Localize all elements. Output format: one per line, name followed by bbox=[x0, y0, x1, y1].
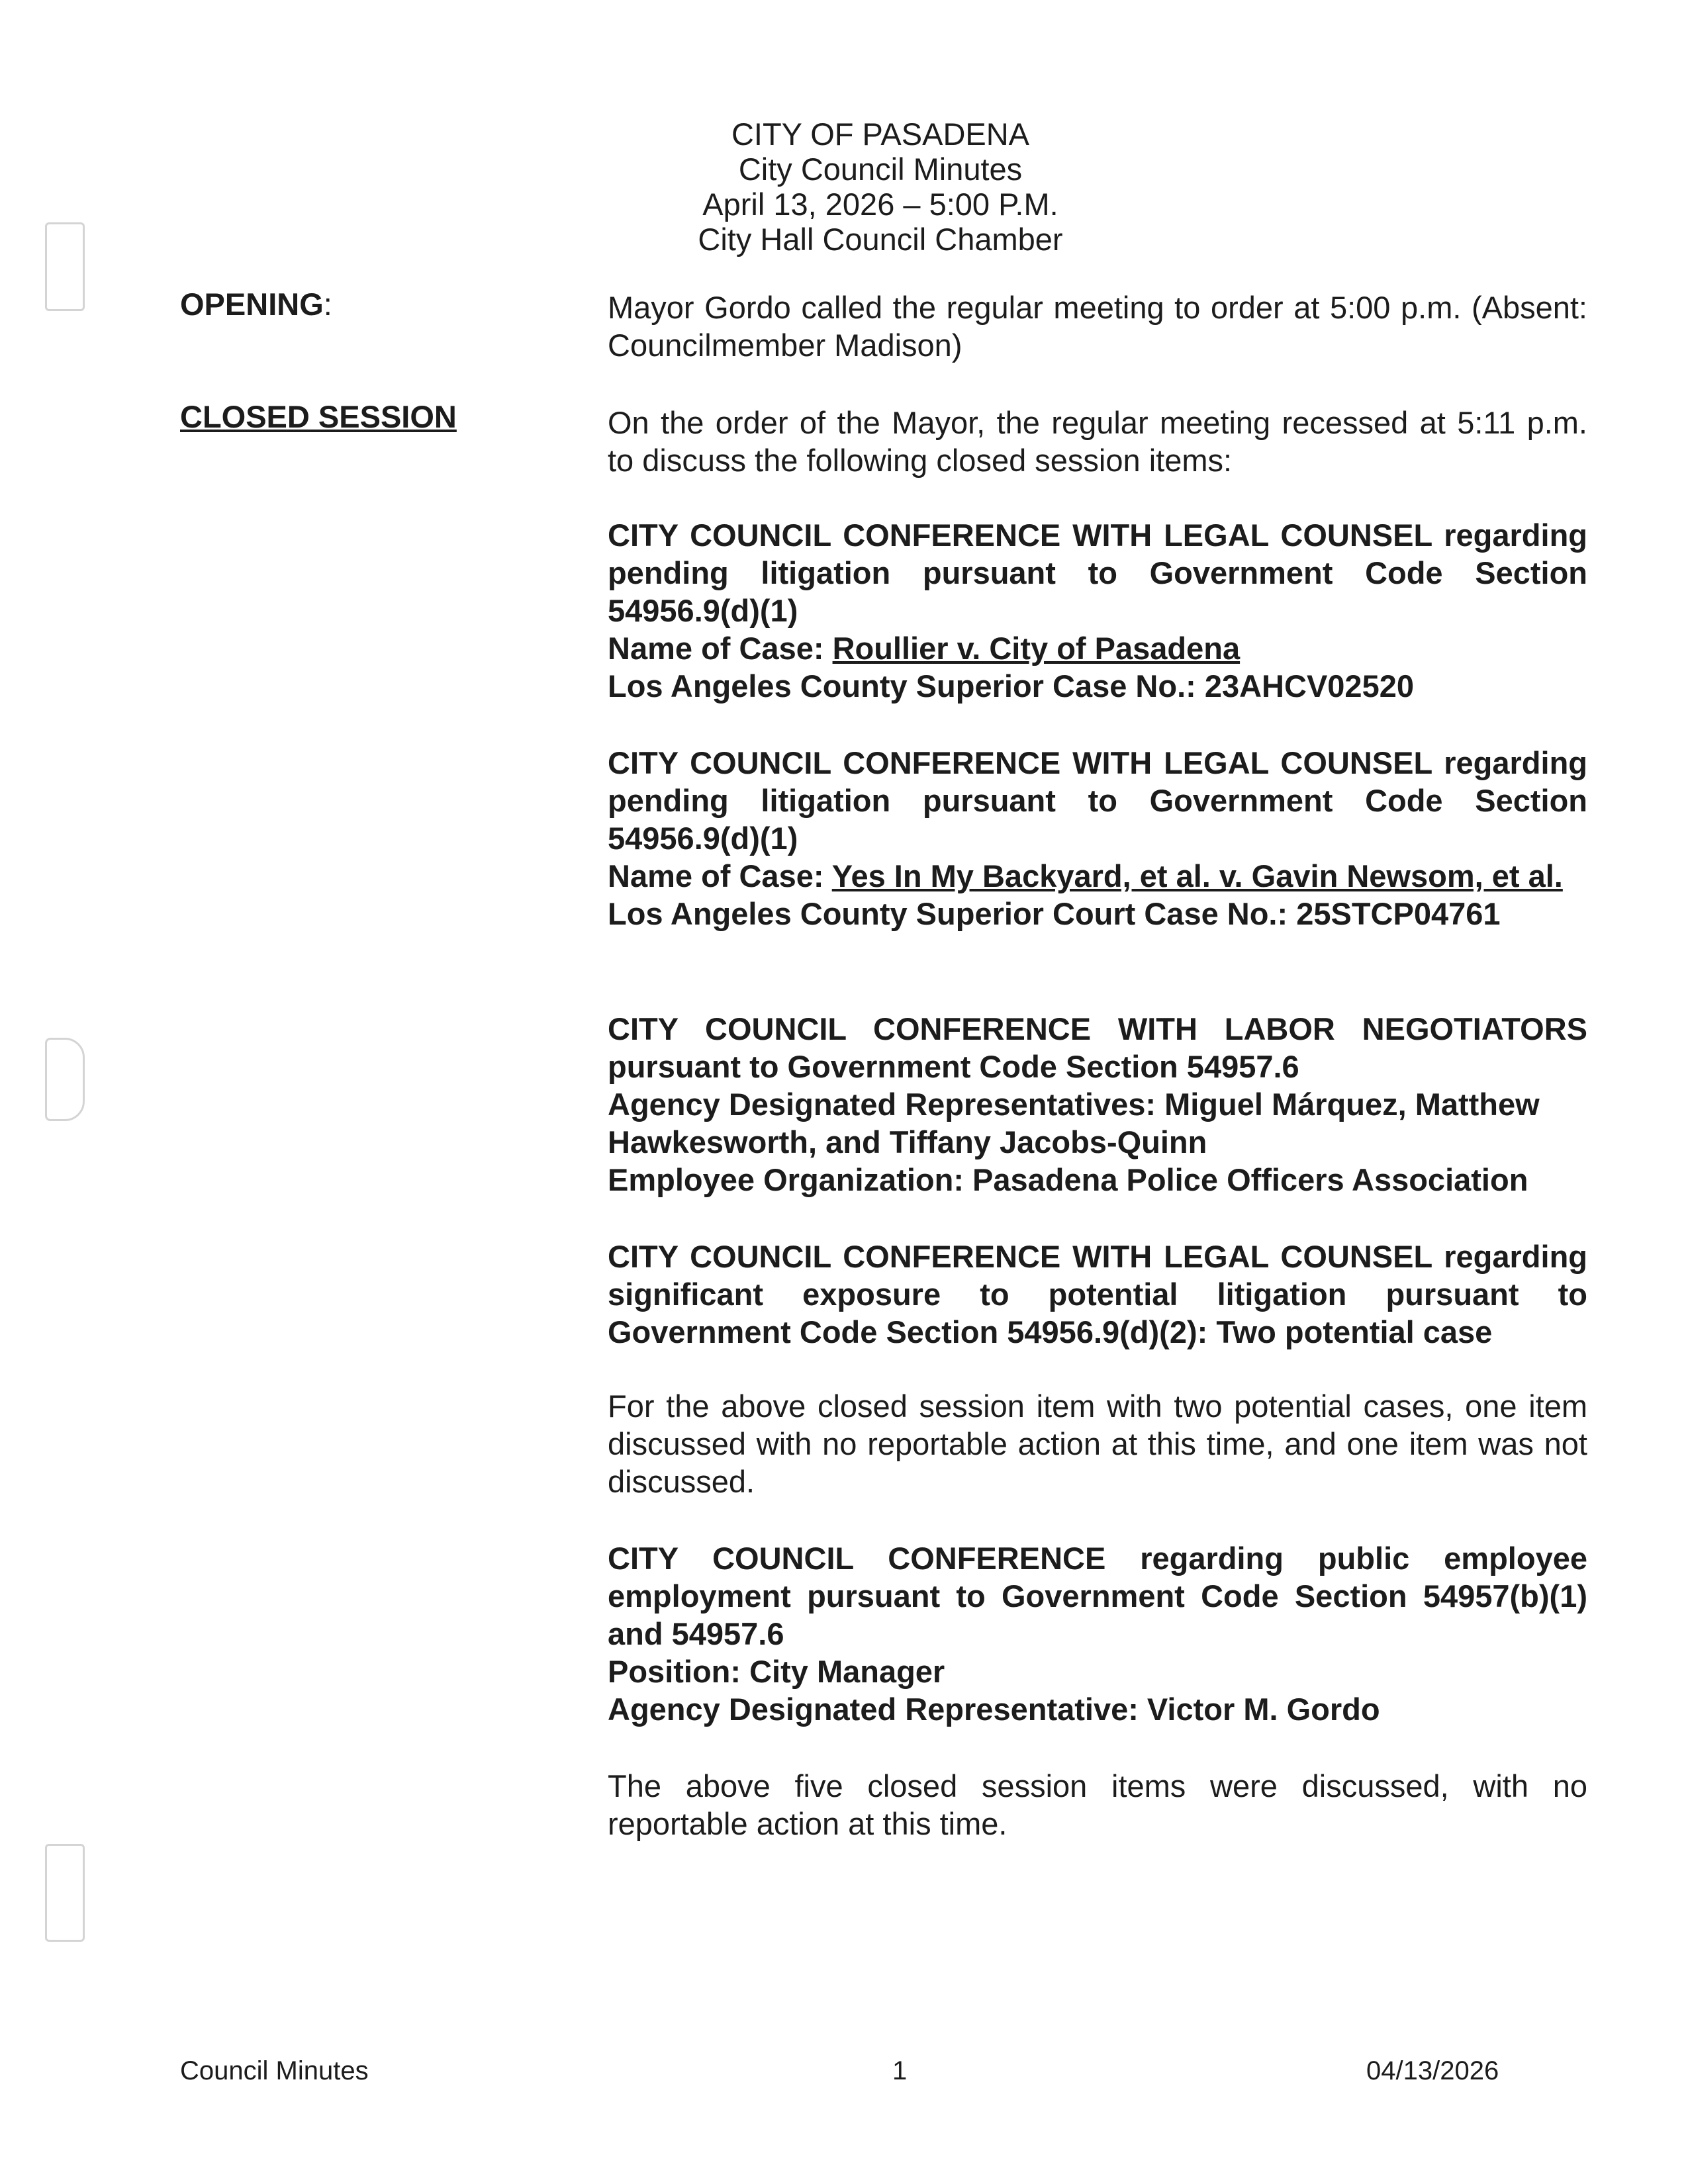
item-heading: CITY COUNCIL CONFERENCE WITH LEGAL COUNSEL regarding pending litigation pursuant to Government Code Section 54956.9(d)(1) bbox=[608, 518, 1587, 628]
closed-session-item-5 bbox=[608, 1539, 1587, 1728]
closed-session-item-4 bbox=[608, 1238, 1587, 1351]
case-name: Name of Case: Yes In My Backyard, et al. v. Gavin Newsom, et al. bbox=[608, 858, 1563, 893]
item-heading: CITY COUNCIL CONFERENCE WITH LEGAL COUNSEL regarding pending litigation pursuant to Government Code Section 54956.9(d)(1) bbox=[608, 745, 1587, 856]
case-name-value: Roullier v. City of Pasadena bbox=[832, 631, 1241, 666]
summary-text: The above five closed session items were discussed, with no reportable action at this time. bbox=[608, 1768, 1587, 1841]
footer-title: Council Minutes bbox=[180, 2056, 369, 2085]
item-heading: CITY COUNCIL CONFERENCE WITH LABOR NEGOTIATORS pursuant to Government Code Section 54957.6 bbox=[608, 1011, 1587, 1084]
position: Position: City Manager bbox=[608, 1654, 945, 1689]
punch-hole-top bbox=[45, 222, 85, 311]
document-header bbox=[635, 116, 1125, 257]
opening-label: OPENING: bbox=[180, 287, 332, 322]
case-number: Los Angeles County Superior Case No.: 23AHCV02520 bbox=[608, 668, 1414, 704]
footer-date: 04/13/2026 bbox=[1366, 2056, 1499, 2085]
case-number: Los Angeles County Superior Court Case No.: 25STCP04761 bbox=[608, 896, 1501, 931]
header-title: City Council Minutes bbox=[738, 152, 1023, 187]
footer-page-number: 1 bbox=[892, 2056, 908, 2085]
closed-session-label: CLOSED SESSION bbox=[180, 399, 457, 434]
header-date: April 13, 2026 – 5:00 P.M. bbox=[702, 187, 1058, 222]
item-heading: CITY COUNCIL CONFERENCE WITH LEGAL COUNSEL regarding significant exposure to potential litigation pursuant to Government Code Section 54956.9(d)(2): Two potential case bbox=[608, 1239, 1587, 1349]
closed-session-intro-text: On the order of the Mayor, the regular meeting recessed at 5:11 p.m. to discuss the following closed session items: bbox=[608, 405, 1587, 478]
agency-representatives: Agency Designated Representatives: Miguel Márquez, Matthew Hawkesworth, and Tiffany Jacobs-Quinn bbox=[608, 1087, 1540, 1160]
header-city: CITY OF PASADENA bbox=[731, 116, 1030, 152]
employee-organization: Employee Organization: Pasadena Police Officers Association bbox=[608, 1162, 1528, 1197]
closed-session-summary bbox=[608, 1767, 1587, 1843]
opening-text: Mayor Gordo called the regular meeting to order at 5:00 p.m. (Absent: Councilmember Madison) bbox=[608, 290, 1587, 363]
closed-session-intro bbox=[608, 404, 1587, 479]
closed-session-item-2 bbox=[608, 744, 1587, 933]
opening-section bbox=[608, 289, 1587, 364]
case-name-value: Yes In My Backyard, et al. v. Gavin Newsom, et al. bbox=[831, 858, 1563, 893]
item-heading: CITY COUNCIL CONFERENCE regarding public employee employment pursuant to Government Code Section 54957(b)(1) and 54957.6 bbox=[608, 1541, 1587, 1651]
agency-representative: Agency Designated Representative: Victor M. Gordo bbox=[608, 1692, 1380, 1727]
closed-session-item-1 bbox=[608, 516, 1587, 705]
item-note: For the above closed session item with two potential cases, one item discussed with no reportable action at this time, and one item was not discussed. bbox=[608, 1388, 1587, 1499]
header-location: City Hall Council Chamber bbox=[698, 222, 1063, 257]
punch-hole-middle bbox=[45, 1038, 85, 1121]
case-name: Name of Case: Roullier v. City of Pasadena bbox=[608, 631, 1241, 666]
closed-session-item-3 bbox=[608, 1010, 1587, 1199]
punch-hole-bottom bbox=[45, 1844, 85, 1942]
closed-session-item-4-note bbox=[608, 1387, 1587, 1500]
